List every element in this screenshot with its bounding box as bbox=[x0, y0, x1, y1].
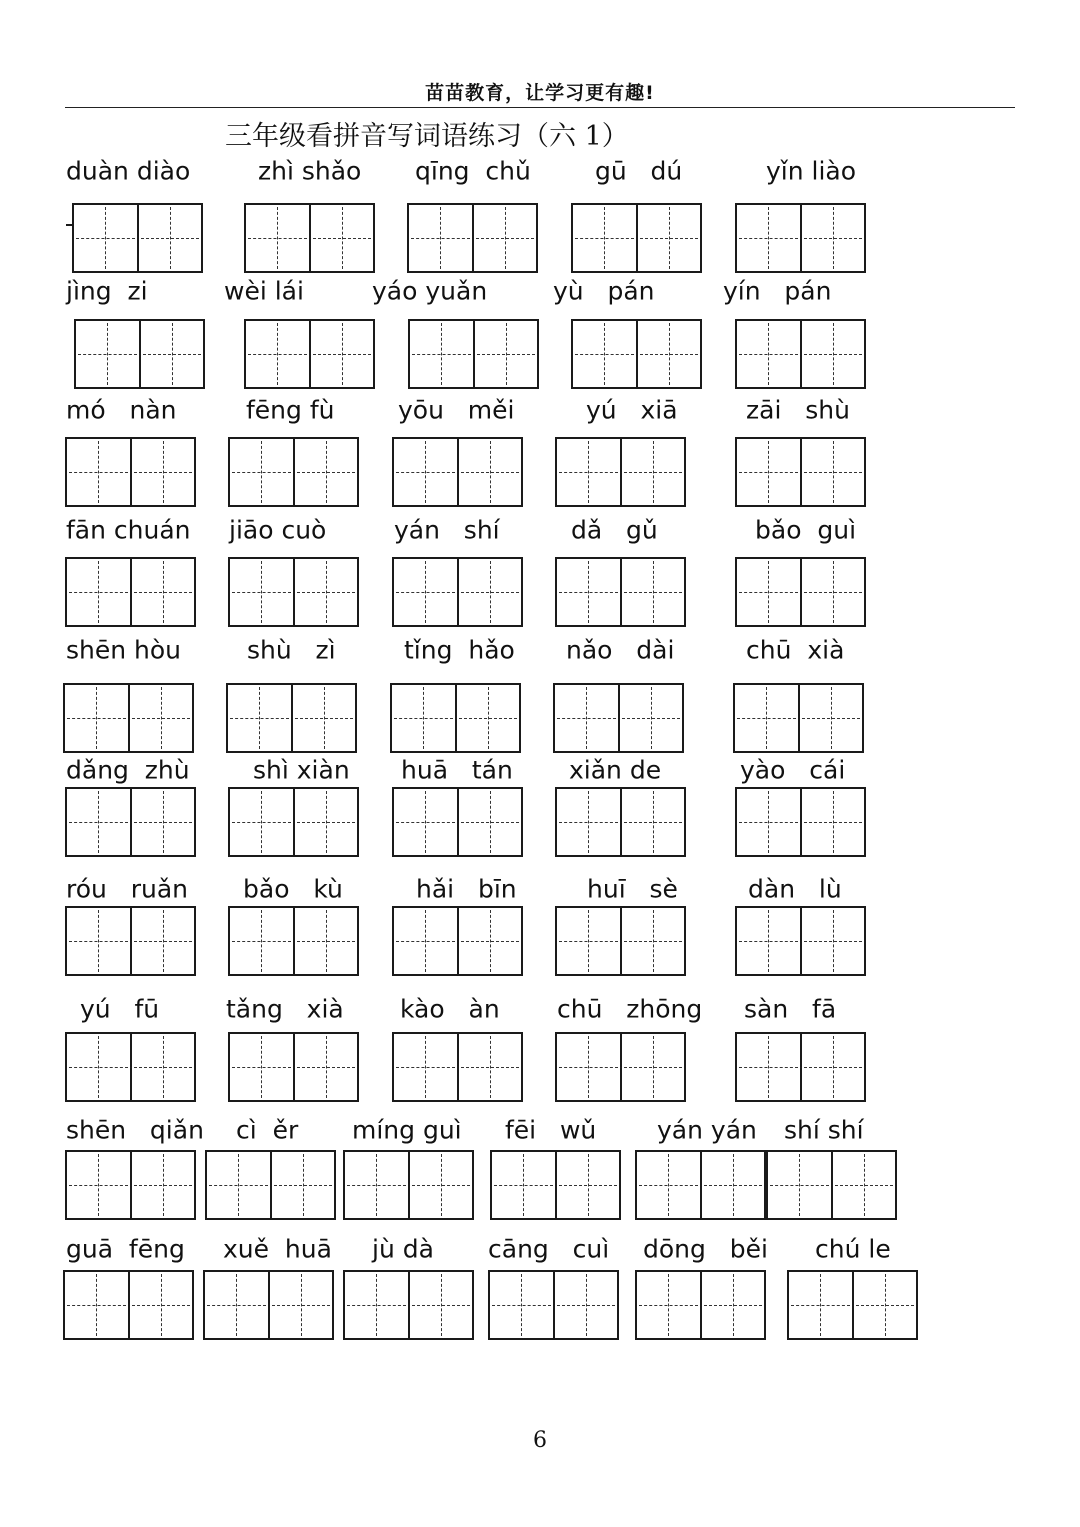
pinyin-label: xiǎn de bbox=[569, 755, 662, 785]
tian-zi-cell[interactable] bbox=[800, 559, 865, 625]
tian-zi-cell[interactable] bbox=[230, 439, 293, 505]
pinyin-label: hǎi bīn bbox=[416, 874, 517, 904]
tian-zi-cell[interactable] bbox=[291, 685, 356, 751]
writing-grid[interactable] bbox=[733, 683, 864, 753]
writing-grid[interactable] bbox=[392, 437, 523, 507]
writing-grid[interactable] bbox=[65, 437, 196, 507]
tian-zi-cell[interactable] bbox=[130, 908, 195, 974]
tian-zi-cell[interactable] bbox=[65, 685, 128, 751]
tian-zi-cell[interactable] bbox=[457, 1034, 522, 1100]
pinyin-label: bǎo guì bbox=[755, 515, 857, 545]
tian-zi-cell[interactable] bbox=[128, 1272, 193, 1338]
pinyin-label: huī sè bbox=[587, 874, 678, 904]
tian-zi-cell[interactable] bbox=[473, 321, 538, 387]
brand-header: 苗苗教育，让学习更有趣! bbox=[425, 82, 655, 104]
writing-grid[interactable] bbox=[228, 1032, 359, 1102]
tian-zi-cell[interactable] bbox=[472, 205, 537, 271]
tian-zi-cell[interactable] bbox=[700, 1272, 765, 1338]
tian-zi-cell[interactable] bbox=[831, 1152, 896, 1218]
pinyin-label: yào cái bbox=[740, 755, 846, 785]
tian-zi-cell[interactable] bbox=[293, 1034, 358, 1100]
tian-zi-cell[interactable] bbox=[800, 439, 865, 505]
tian-zi-cell[interactable] bbox=[620, 1034, 685, 1100]
tian-zi-cell[interactable] bbox=[637, 1152, 700, 1218]
tian-zi-cell[interactable] bbox=[737, 321, 800, 387]
pinyin-label: dǎng zhù bbox=[66, 755, 190, 785]
pinyin-label: yǐn liào bbox=[766, 156, 857, 186]
tian-zi-cell[interactable] bbox=[309, 321, 374, 387]
pinyin-label: zhì shǎo bbox=[258, 156, 362, 186]
pinyin-label: jiāo cuò bbox=[229, 515, 327, 545]
pinyin-label: míng guì bbox=[352, 1115, 462, 1145]
writing-grid[interactable] bbox=[392, 906, 523, 976]
pinyin-label: sàn fā bbox=[744, 994, 837, 1024]
pinyin-label: duàn diào bbox=[66, 156, 191, 186]
writing-grid[interactable] bbox=[63, 1270, 194, 1340]
writing-grid[interactable] bbox=[72, 203, 203, 273]
tian-zi-cell[interactable] bbox=[737, 205, 800, 271]
page-number: 6 bbox=[533, 1428, 547, 1453]
pinyin-label: kào àn bbox=[400, 994, 500, 1024]
writing-grid[interactable] bbox=[205, 1150, 336, 1220]
tian-zi-cell[interactable] bbox=[67, 789, 130, 855]
tian-zi-cell[interactable] bbox=[620, 559, 685, 625]
writing-grid[interactable] bbox=[555, 437, 686, 507]
header-divider bbox=[65, 107, 1015, 108]
tian-zi-cell[interactable] bbox=[573, 321, 636, 387]
writing-grid[interactable] bbox=[735, 557, 866, 627]
pinyin-label: chú le bbox=[815, 1234, 891, 1264]
tian-zi-cell[interactable] bbox=[139, 321, 204, 387]
writing-grid[interactable] bbox=[407, 203, 538, 273]
tian-zi-cell[interactable] bbox=[65, 1272, 128, 1338]
tian-zi-cell[interactable] bbox=[207, 1152, 270, 1218]
pinyin-label: shù zì bbox=[247, 635, 336, 665]
writing-grid[interactable] bbox=[228, 557, 359, 627]
pinyin-label: qīng chǔ bbox=[415, 156, 531, 186]
tian-zi-cell[interactable] bbox=[408, 1272, 473, 1338]
pinyin-label: guā fēng bbox=[66, 1234, 185, 1264]
tian-zi-cell[interactable] bbox=[557, 789, 620, 855]
pinyin-label: tǎng xià bbox=[226, 994, 344, 1024]
tian-zi-cell[interactable] bbox=[637, 1272, 700, 1338]
tian-zi-cell[interactable] bbox=[737, 789, 800, 855]
tian-zi-cell[interactable] bbox=[557, 439, 620, 505]
tian-zi-cell[interactable] bbox=[620, 908, 685, 974]
pinyin-label: yú fū bbox=[80, 994, 160, 1024]
tian-zi-cell[interactable] bbox=[246, 205, 309, 271]
tian-zi-cell[interactable] bbox=[737, 439, 800, 505]
tian-zi-cell[interactable] bbox=[768, 1152, 831, 1218]
pinyin-label: yōu měi bbox=[398, 395, 515, 425]
writing-grid[interactable] bbox=[735, 1032, 866, 1102]
tian-zi-cell[interactable] bbox=[293, 559, 358, 625]
tian-zi-cell[interactable] bbox=[130, 1152, 195, 1218]
pinyin-label: mó nàn bbox=[66, 395, 177, 425]
tian-zi-cell[interactable] bbox=[455, 685, 520, 751]
pinyin-label: huā tán bbox=[401, 755, 513, 785]
writing-grid[interactable] bbox=[735, 319, 866, 389]
writing-grid[interactable] bbox=[555, 906, 686, 976]
pinyin-label: yáo yuǎn bbox=[372, 276, 488, 306]
tian-zi-cell[interactable] bbox=[74, 205, 137, 271]
tian-zi-cell[interactable] bbox=[230, 559, 293, 625]
tian-zi-cell[interactable] bbox=[228, 685, 291, 751]
writing-grid[interactable] bbox=[63, 683, 194, 753]
writing-grid[interactable] bbox=[408, 319, 539, 389]
tian-zi-cell[interactable] bbox=[789, 1272, 852, 1338]
writing-grid[interactable] bbox=[392, 1032, 523, 1102]
writing-grid[interactable] bbox=[488, 1270, 619, 1340]
tian-zi-cell[interactable] bbox=[309, 205, 374, 271]
pinyin-label: dōng běi bbox=[643, 1234, 768, 1264]
writing-grid[interactable] bbox=[65, 1150, 196, 1220]
tian-zi-cell[interactable] bbox=[737, 908, 800, 974]
writing-grid[interactable] bbox=[65, 787, 196, 857]
tian-zi-cell[interactable] bbox=[553, 1272, 618, 1338]
tian-zi-cell[interactable] bbox=[293, 439, 358, 505]
tian-zi-cell[interactable] bbox=[573, 205, 636, 271]
writing-grid[interactable] bbox=[65, 557, 196, 627]
tian-zi-cell[interactable] bbox=[492, 1152, 555, 1218]
pinyin-label: shí shí bbox=[784, 1115, 864, 1145]
tian-zi-cell[interactable] bbox=[76, 321, 139, 387]
writing-grid[interactable] bbox=[735, 787, 866, 857]
tian-zi-cell[interactable] bbox=[408, 1152, 473, 1218]
tian-zi-cell[interactable] bbox=[246, 321, 309, 387]
writing-grid[interactable] bbox=[490, 1150, 621, 1220]
tian-zi-cell[interactable] bbox=[67, 1034, 130, 1100]
tian-zi-cell[interactable] bbox=[394, 789, 457, 855]
pinyin-label: fēi wǔ bbox=[505, 1115, 597, 1145]
tian-zi-cell[interactable] bbox=[67, 908, 130, 974]
writing-grid[interactable] bbox=[735, 437, 866, 507]
tian-zi-cell[interactable] bbox=[555, 1152, 620, 1218]
tian-zi-cell[interactable] bbox=[67, 1152, 130, 1218]
tian-zi-cell[interactable] bbox=[737, 1034, 800, 1100]
pinyin-label: róu ruǎn bbox=[66, 874, 188, 904]
tian-zi-cell[interactable] bbox=[394, 1034, 457, 1100]
writing-grid[interactable] bbox=[766, 1150, 897, 1220]
pinyin-label: nǎo dài bbox=[566, 635, 675, 665]
tian-zi-cell[interactable] bbox=[67, 559, 130, 625]
tian-zi-cell[interactable] bbox=[557, 1034, 620, 1100]
tian-zi-cell[interactable] bbox=[457, 908, 522, 974]
tian-zi-cell[interactable] bbox=[636, 205, 701, 271]
tian-zi-cell[interactable] bbox=[270, 1152, 335, 1218]
writing-grid[interactable] bbox=[65, 1032, 196, 1102]
pinyin-label: tǐng hǎo bbox=[404, 635, 515, 665]
tian-zi-cell[interactable] bbox=[293, 908, 358, 974]
tian-zi-cell[interactable] bbox=[205, 1272, 268, 1338]
pinyin-label: xuě huā bbox=[223, 1234, 332, 1264]
tian-zi-cell[interactable] bbox=[230, 908, 293, 974]
tian-zi-cell[interactable] bbox=[618, 685, 683, 751]
tian-zi-cell[interactable] bbox=[345, 1272, 408, 1338]
writing-grid[interactable] bbox=[244, 203, 375, 273]
worksheet-title: 三年级看拼音写词语练习（六 1） bbox=[225, 121, 629, 152]
pinyin-label: jìng zi bbox=[66, 276, 148, 306]
tian-zi-cell[interactable] bbox=[800, 789, 865, 855]
tian-zi-cell[interactable] bbox=[293, 789, 358, 855]
pinyin-label: chū xià bbox=[746, 635, 845, 665]
writing-grid[interactable] bbox=[65, 906, 196, 976]
tian-zi-cell[interactable] bbox=[130, 439, 195, 505]
tian-zi-cell[interactable] bbox=[557, 559, 620, 625]
tian-zi-cell[interactable] bbox=[392, 685, 455, 751]
tian-zi-cell[interactable] bbox=[268, 1272, 333, 1338]
tian-zi-cell[interactable] bbox=[130, 789, 195, 855]
writing-grid[interactable] bbox=[203, 1270, 334, 1340]
pinyin-label: shì xiàn bbox=[253, 755, 350, 785]
tian-zi-cell[interactable] bbox=[800, 1034, 865, 1100]
tian-zi-cell[interactable] bbox=[852, 1272, 917, 1338]
pinyin-label: wèi lái bbox=[224, 276, 304, 306]
tian-zi-cell[interactable] bbox=[457, 559, 522, 625]
writing-grid[interactable] bbox=[343, 1270, 474, 1340]
writing-grid[interactable] bbox=[635, 1150, 766, 1220]
pinyin-label: yán yán bbox=[657, 1115, 757, 1145]
tian-zi-cell[interactable] bbox=[620, 439, 685, 505]
tian-zi-cell[interactable] bbox=[800, 321, 865, 387]
writing-grid[interactable] bbox=[343, 1150, 474, 1220]
pinyin-label: zāi shù bbox=[746, 395, 850, 425]
writing-grid[interactable] bbox=[390, 683, 521, 753]
writing-grid[interactable] bbox=[553, 683, 684, 753]
tian-zi-cell[interactable] bbox=[798, 685, 863, 751]
writing-grid[interactable] bbox=[228, 437, 359, 507]
pinyin-label: gū dú bbox=[595, 156, 683, 186]
tian-zi-cell[interactable] bbox=[636, 321, 701, 387]
writing-grid[interactable] bbox=[571, 203, 702, 273]
tian-zi-cell[interactable] bbox=[130, 1034, 195, 1100]
pinyin-label: bǎo kù bbox=[243, 874, 343, 904]
pinyin-label: yù pán bbox=[553, 276, 655, 306]
tian-zi-cell[interactable] bbox=[345, 1152, 408, 1218]
tian-zi-cell[interactable] bbox=[555, 685, 618, 751]
tian-zi-cell[interactable] bbox=[394, 559, 457, 625]
pinyin-label: chū zhōng bbox=[557, 994, 703, 1024]
tian-zi-cell[interactable] bbox=[409, 205, 472, 271]
tian-zi-cell[interactable] bbox=[230, 789, 293, 855]
pinyin-label: yán shí bbox=[394, 515, 500, 545]
writing-grid[interactable] bbox=[735, 203, 866, 273]
writing-grid[interactable] bbox=[228, 787, 359, 857]
writing-grid[interactable] bbox=[392, 787, 523, 857]
tian-zi-cell[interactable] bbox=[457, 789, 522, 855]
pinyin-label: fān chuán bbox=[66, 515, 191, 545]
tian-zi-cell[interactable] bbox=[735, 685, 798, 751]
pinyin-label: yú xiā bbox=[586, 395, 678, 425]
writing-grid[interactable] bbox=[555, 557, 686, 627]
tian-zi-cell[interactable] bbox=[800, 205, 865, 271]
tian-zi-cell[interactable] bbox=[700, 1152, 765, 1218]
writing-grid[interactable] bbox=[392, 557, 523, 627]
tian-zi-cell[interactable] bbox=[67, 439, 130, 505]
tian-zi-cell[interactable] bbox=[137, 205, 202, 271]
tian-zi-cell[interactable] bbox=[394, 439, 457, 505]
writing-grid[interactable] bbox=[74, 319, 205, 389]
tian-zi-cell[interactable] bbox=[620, 789, 685, 855]
tian-zi-cell[interactable] bbox=[737, 559, 800, 625]
writing-grid[interactable] bbox=[787, 1270, 918, 1340]
pinyin-label: cì ěr bbox=[236, 1115, 299, 1145]
pinyin-label: fēng fù bbox=[246, 395, 335, 425]
writing-grid[interactable] bbox=[735, 906, 866, 976]
tian-zi-cell[interactable] bbox=[410, 321, 473, 387]
tian-zi-cell[interactable] bbox=[557, 908, 620, 974]
pinyin-label: dàn lù bbox=[748, 874, 842, 904]
pinyin-label: yín pán bbox=[723, 276, 832, 306]
pinyin-label: shēn hòu bbox=[66, 635, 182, 665]
writing-grid[interactable] bbox=[555, 787, 686, 857]
writing-grid[interactable] bbox=[635, 1270, 766, 1340]
writing-grid[interactable] bbox=[244, 319, 375, 389]
pinyin-label: cāng cuì bbox=[488, 1234, 610, 1264]
tian-zi-cell[interactable] bbox=[490, 1272, 553, 1338]
tian-zi-cell[interactable] bbox=[457, 439, 522, 505]
tian-zi-cell[interactable] bbox=[230, 1034, 293, 1100]
writing-grid[interactable] bbox=[555, 1032, 686, 1102]
pinyin-label: dǎ gǔ bbox=[571, 515, 658, 545]
tian-zi-cell[interactable] bbox=[800, 908, 865, 974]
writing-grid[interactable] bbox=[226, 683, 357, 753]
pinyin-label: jù dà bbox=[372, 1234, 434, 1264]
writing-grid[interactable] bbox=[228, 906, 359, 976]
tian-zi-cell[interactable] bbox=[128, 685, 193, 751]
pinyin-label: shēn qiǎn bbox=[66, 1115, 204, 1145]
tian-zi-cell[interactable] bbox=[130, 559, 195, 625]
writing-grid[interactable] bbox=[571, 319, 702, 389]
tian-zi-cell[interactable] bbox=[394, 908, 457, 974]
